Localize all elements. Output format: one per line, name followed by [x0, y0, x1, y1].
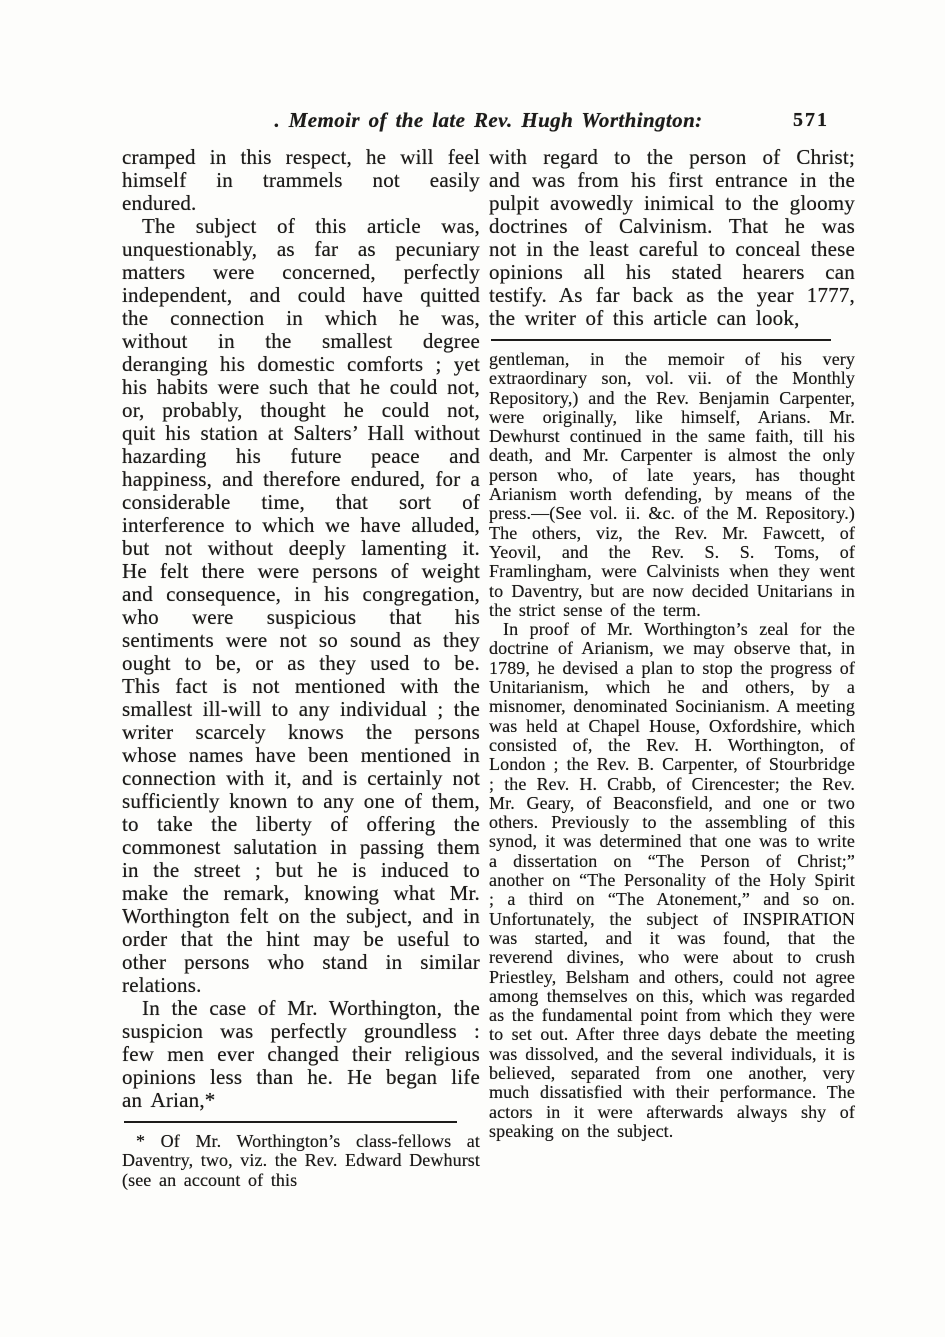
left-column: [122, 146, 480, 1190]
footnote-paragraph: * Of Mr. Worthington’s class-fellows at Daventry, two, viz. the Rev. Edward Dewhurst (see an account of this: [122, 1131, 480, 1190]
footnote-paragraph-continuation: gentleman, in the memoir of his very extraordinary son, vol. vii. of the Monthly Repository,) and the Rev. Benjamin Carpenter, were originally, like himself, Arians. Mr. Dewhurst continued in the same faith, till his death, and Mr. Carpenter is almost the only person who, of late years, has thought Arianism worth defending, by means of the press.—(See vol. ii. &c. of the M. Repository.) The others, viz, the Rev. Mr. Fawcett, of Yeovil, and the Rev. S. S. Toms, of Framlingham, were Calvinists when they went to Daventry, but are now decided Unitarians in the strict sense of the term.: [489, 349, 855, 620]
footnote-divider: [491, 339, 831, 341]
footnote-paragraph: In proof of Mr. Worthington’s zeal for the doctrine of Arianism, we may observe that, in 1789, he devised a plan to stop the progress of Unitarianism, which he and others, by a misnomer, denominated Socinianism. A meeting was held at Chapel House, Oxfordshire, which consisted of, the Rev. H. Worthington, of London ; the Rev. B. Carpenter, of Stourbridge ; the Rev. H. Crabb, of Cirencester; the Rev. Mr. Geary, of Beaconsfield, and one or two others. Previously to the assembling of this synod, it was determined that one was to write a dissertation on “The Person of Christ;” another on “The Personality of the Holy Spirit ; a third on “The Atonement,” and so on. Unfortunately, the subject of INSPIRATION was started, and it was found, that the reverend divines, who were about to crush Priestley, Belsham and others, could not agree among themselves on this, which was regarded as the fundamental point from which they were to set out. After three days debate the meeting was dissolved, and the several individuals, it is believed, separated from one another, very much dissatisfied with their performance. The actors in it were afterwards always shy of speaking on the subject.: [489, 619, 855, 1141]
paragraph: The subject of this article was, unquestionably, as far as pecuniary matters were concerned, perfectly independent, and could have quitted the connection in which he was, without in the smallest degree deranging his domestic comforts ; yet his habits were such that he could not, or, probably, thought he could not, quit his station at Salters’ Hall without hazarding his future peace and happiness, and therefore endured, for a considerable time, that sort of interference to which we have alluded, but not without deeply lamenting it. He felt there were persons of weight and consequence, in his congregation, who were suspicious that his sentiments were not so sound as they ought to be, or as they used to be. This fact is not mentioned with the smallest ill-will to any individual ; the writer scarcely knows the persons whose names have been mentioned in connection with it, and is certainly not sufficiently known to any one of them, to take the liberty of offering the commonest salutation in passing them in the street ; but he is induced to make the remark, knowing what Mr. Worthington felt on the subject, and in order that the hint may be useful to other persons who stand in similar relations.: [122, 214, 480, 997]
page-number: 571: [793, 109, 829, 131]
paragraph-continuation: cramped in this respect, he will feel himself in trammels not easily endured.: [122, 145, 480, 215]
footnote-divider: [124, 1121, 457, 1123]
right-column: [489, 146, 855, 1141]
running-title: . Memoir of the late Rev. Hugh Worthington:: [274, 108, 703, 132]
paragraph: In the case of Mr. Worthington, the suspicion was perfectly groundless : few men ever changed their religious opinions less than he. He began life an Arian,*: [122, 996, 480, 1112]
page-header: [122, 108, 855, 138]
paragraph-continuation: with regard to the person of Christ; and was from his first entrance in the pulpit avowedly inimical to the gloomy doctrines of Calvinism. That he was not in the least careful to conceal these opinions all his stated hearers can testify. As far back as the year 1777, the writer of this article can look,: [489, 145, 855, 330]
